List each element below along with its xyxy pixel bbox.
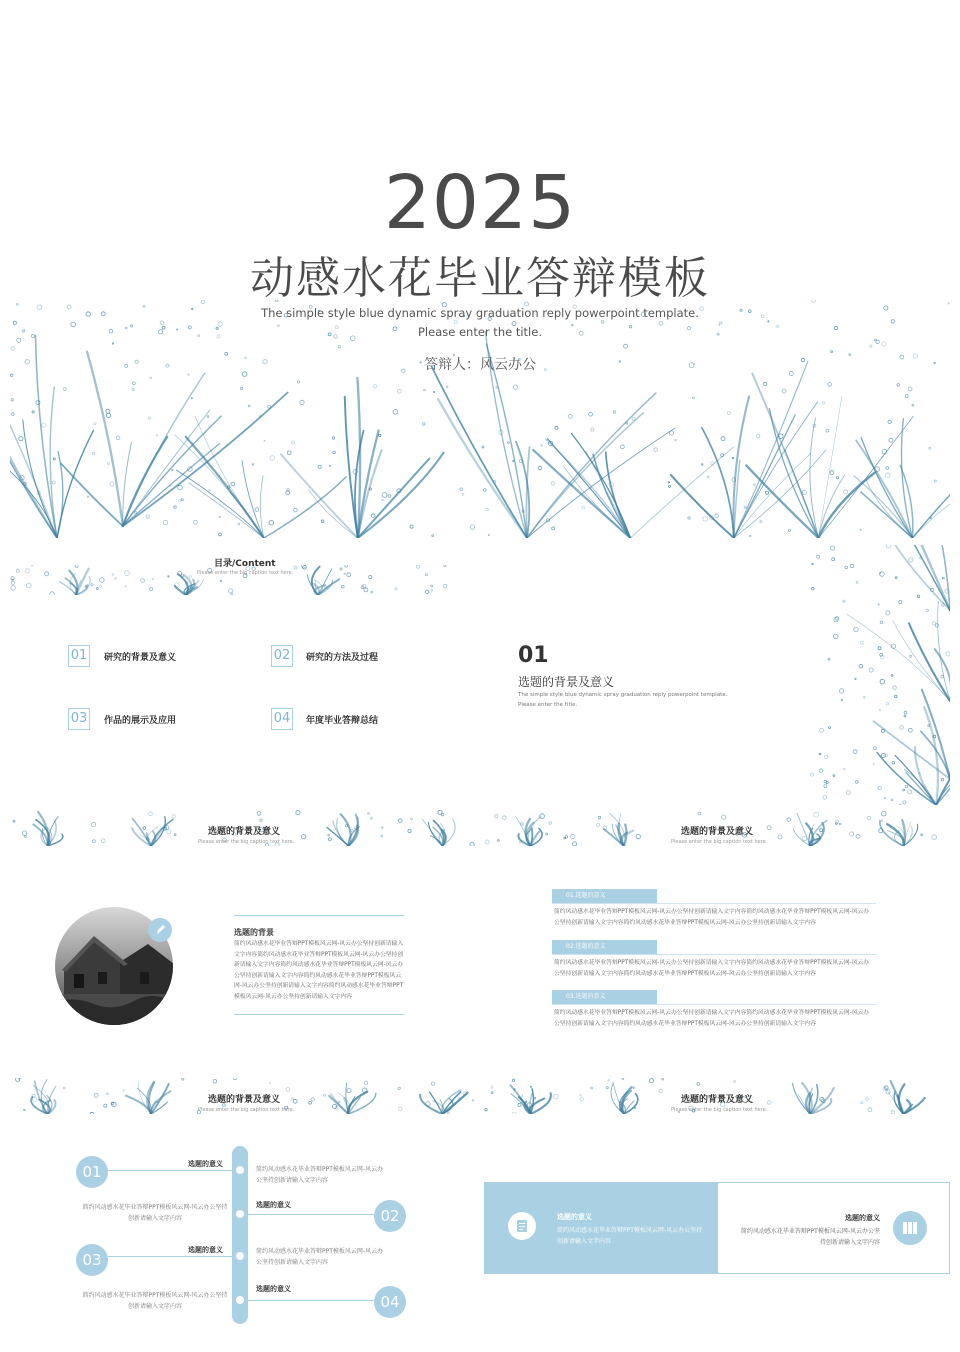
meaning-tag[interactable]: 01.选题的意义 (552, 889, 657, 903)
timeline-number: 02 (374, 1200, 406, 1232)
pencil-badge[interactable] (148, 918, 172, 942)
timeline-heading: 选题的意义 (256, 1285, 291, 1293)
section-title: 选题的背景及意义 (518, 675, 615, 689)
toc-item-label[interactable]: 作品的展示及应用 (104, 716, 177, 726)
timeline-dot (236, 1210, 244, 1218)
section-desc: Please enter the title. (518, 702, 578, 708)
panel-text: 简约风动感水花毕业答辩PPT模板风云网-风云办公坚持创新请输入文字内容 (740, 1228, 880, 1246)
section-number: 01 (518, 643, 549, 668)
slide-caption: Please enter the big caption text here. (671, 839, 768, 845)
box-bottom-line (234, 1014, 404, 1015)
toc-item-number: 04 (271, 708, 293, 730)
meaning-text: 简约风动感水花毕业答辩PPT模板风云网-风云办公坚持创新请输入文字内容简约风动感水花毕业答辩PPT模板风云网-风云办公坚持创新请输入文字内容简约风动感水花毕业答辩PPT模板风云网-风云办公坚持创新请输入文字内容 (554, 1010, 870, 1027)
timeline-connector (246, 1300, 374, 1301)
timeline-text: 简约风动感水花毕业答辩PPT模板风云网-风云办公坚持创新请输入文字内容 (256, 1166, 384, 1184)
slide-title: 选题的背景及意义 (208, 1095, 281, 1105)
timeline-text: 简约风动感水花毕业答辩PPT模板风云网-风云办公坚持创新请输入文字内容 (82, 1204, 228, 1222)
timeline-connector (108, 1170, 234, 1171)
timeline-slide (10, 1078, 480, 1340)
timeline-number: 03 (76, 1244, 108, 1276)
slide-title: 选题的背景及意义 (681, 827, 754, 837)
timeline-heading: 选题的意义 (256, 1201, 291, 1209)
panel-text: 简约风动感水花毕业答辩PPT模板风云网-风云办公坚持创新请输入文字内容 (557, 1227, 703, 1245)
timeline-text: 简约风动感水花毕业答辩PPT模板风云网-风云办公坚持创新请输入文字内容 (256, 1248, 384, 1266)
toc-caption: Please enter the big caption text here. (197, 570, 294, 576)
toc-slide (10, 545, 950, 805)
meaning-tag[interactable]: 03.选题的意义 (552, 990, 657, 1004)
meaning-slide (484, 810, 950, 1065)
timeline-dot (236, 1252, 244, 1260)
toc-item-number: 03 (68, 708, 90, 730)
background-slide (10, 810, 480, 1065)
water-splash-image (810, 545, 950, 805)
panel-left[interactable] (484, 1182, 717, 1274)
toc-title: 目录/Content (214, 559, 276, 569)
books-icon (893, 1211, 927, 1245)
books-icon-badge (893, 1211, 927, 1245)
cover-slide (10, 10, 950, 538)
timeline-heading: 选题的意义 (188, 1160, 223, 1168)
panel-heading: 选题的意义 (557, 1213, 592, 1221)
timeline-dot (236, 1296, 244, 1304)
slide-title: 选题的背景及意义 (681, 1095, 754, 1105)
box-top-line (234, 915, 404, 916)
tag-line (552, 903, 876, 904)
panel-heading: 选题的意义 (845, 1214, 880, 1222)
timeline-text: 简约风动感水花毕业答辩PPT模板风云网-风云办公坚持创新请输入文字内容 (82, 1292, 228, 1310)
panels-slide (484, 1078, 950, 1340)
cover-title: 动感水花毕业答辩模板 (250, 253, 710, 304)
document-icon (508, 1212, 536, 1240)
document-icon-badge (508, 1212, 536, 1240)
box-text: 简约风动感水花毕业答辩PPT模板风云网-风云办公坚持创新请输入文字内容简约风动感水花毕业答辩PPT模板风云网-风云办公坚持创新请输入文字内容简约风动感水花毕业答辩PPT模板风云网-风云办公坚持创新请输入文字内容简约风动感水花毕业答辩PPT模板风云网-风云办公坚持创新请输入文字内容简约风动感水花毕业答辩PPT模板风云网-风云办公坚持创新请输入文字内容 (234, 941, 404, 1000)
toc-item-label[interactable]: 年度毕业答辩总结 (306, 716, 379, 726)
tag-line (552, 1004, 876, 1005)
section-desc: The simple style blue dynamic spray graduation reply powerpoint template. (518, 692, 728, 698)
toc-item-label[interactable]: 研究的背景及意义 (104, 653, 177, 663)
timeline-number: 01 (76, 1156, 108, 1188)
pencil-icon (148, 918, 172, 942)
timeline-connector (246, 1214, 374, 1215)
tag-line (552, 954, 876, 955)
panel-right[interactable] (717, 1182, 950, 1274)
toc-item-number: 01 (68, 645, 90, 667)
timeline-heading: 选题的意义 (188, 1246, 223, 1254)
slide-caption: Please enter the big caption text here. (671, 1107, 768, 1113)
toc-item-label[interactable]: 研究的方法及过程 (306, 653, 379, 663)
cover-subtitle: The simple style blue dynamic spray graduation reply powerpoint template. Please enter the title. (261, 306, 699, 339)
slide-caption: Please enter the big caption text here. (198, 839, 295, 845)
slide-caption: Please enter the big caption text here. (198, 1107, 295, 1113)
timeline-connector (108, 1256, 234, 1257)
timeline-number: 04 (374, 1286, 406, 1318)
cover-year: 2025 (383, 160, 577, 246)
meaning-text: 简约风动感水花毕业答辩PPT模板风云网-风云办公坚持创新请输入文字内容简约风动感水花毕业答辩PPT模板风云网-风云办公坚持创新请输入文字内容简约风动感水花毕业答辩PPT模板风云网-风云办公坚持创新请输入文字内容 (554, 960, 870, 977)
timeline-dot (236, 1166, 244, 1174)
box-title: 选题的背景 (234, 928, 274, 937)
slide-title: 选题的背景及意义 (208, 827, 281, 837)
cover-presenter: 答辩人：风云办公 (424, 357, 536, 373)
meaning-text: 简约风动感水花毕业答辩PPT模板风云网-风云办公坚持创新请输入文字内容简约风动感水花毕业答辩PPT模板风云网-风云办公坚持创新请输入文字内容简约风动感水花毕业答辩PPT模板风云网-风云办公坚持创新请输入文字内容 (554, 909, 870, 926)
meaning-tag[interactable]: 02.选题的意义 (552, 940, 657, 954)
toc-item-number: 02 (271, 645, 293, 667)
